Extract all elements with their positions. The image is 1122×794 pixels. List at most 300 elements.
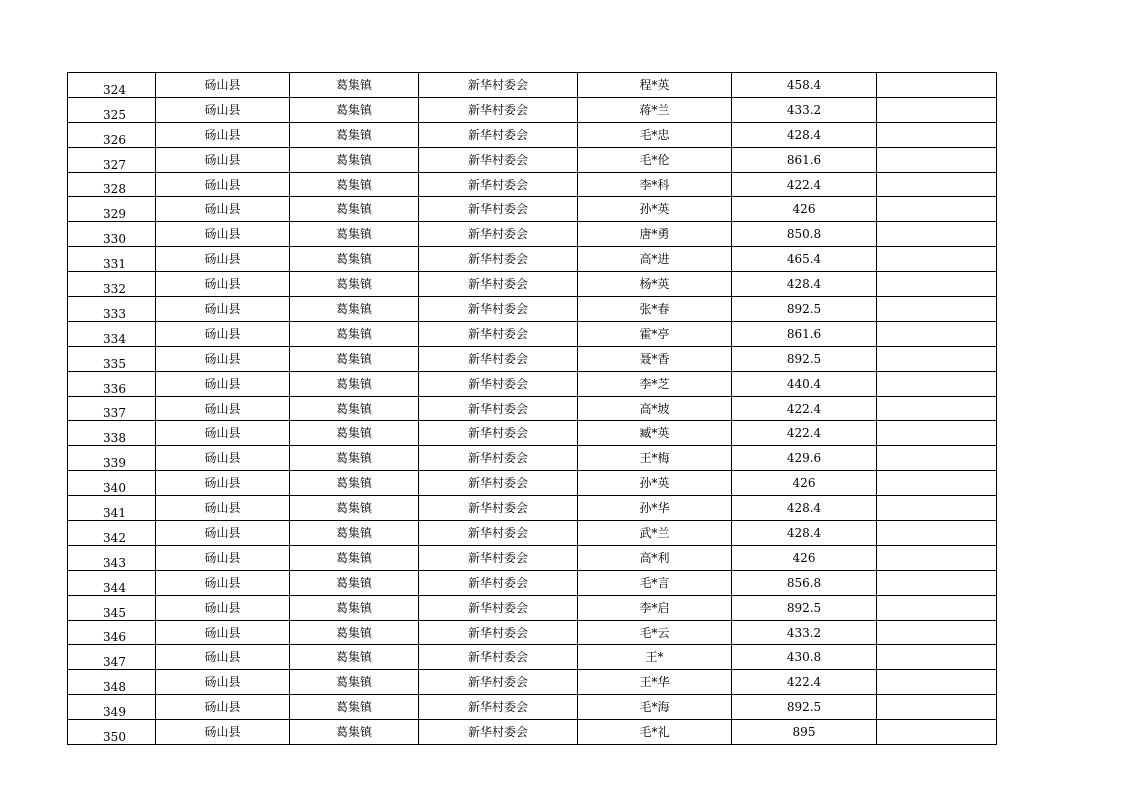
cell-name-text: 孙*英: [639, 476, 670, 491]
cell-town: [290, 222, 419, 247]
cell-county: [156, 147, 290, 172]
cell-amount-text: 428.4: [786, 277, 822, 292]
cell-note: [877, 297, 997, 322]
cell-town-text: 葛集镇: [335, 102, 372, 117]
cell-town-text: 葛集镇: [335, 650, 372, 665]
cell-town: [290, 321, 419, 346]
cell-county-text: 砀山县: [204, 301, 241, 316]
cell-town: [290, 595, 419, 620]
cell-village-text: 新华村委会: [467, 102, 528, 117]
cell-name-text: 毛*忠: [639, 127, 670, 142]
cell-name-text: 王*: [645, 650, 664, 665]
cell-name: [578, 97, 732, 122]
table-row: [68, 620, 997, 645]
cell-town: [290, 496, 419, 521]
cell-village-text: 新华村委会: [467, 625, 528, 640]
table-row: [68, 521, 997, 546]
cell-amount: [732, 595, 877, 620]
cell-county: [156, 73, 290, 98]
cell-county: [156, 222, 290, 247]
cell-name: [578, 297, 732, 322]
cell-county-text: 砀山县: [204, 625, 241, 640]
cell-name-text: 聂*香: [639, 351, 670, 366]
cell-name: [578, 496, 732, 521]
cell-village-text: 新华村委会: [467, 351, 528, 366]
cell-name: [578, 595, 732, 620]
cell-name-text: 武*兰: [639, 525, 670, 540]
cell-note: [877, 670, 997, 695]
cell-amount-text: 892.5: [786, 700, 822, 715]
cell-village: [419, 297, 578, 322]
cell-town: [290, 421, 419, 446]
cell-number-text: 347: [103, 655, 126, 670]
cell-name: [578, 247, 732, 272]
cell-village-text: 新华村委会: [467, 476, 528, 491]
cell-village: [419, 97, 578, 122]
cell-town-text: 葛集镇: [335, 351, 372, 366]
cell-county: [156, 645, 290, 670]
cell-note: [877, 645, 997, 670]
cell-county-text: 砀山县: [204, 451, 241, 466]
cell-name-text: 王*梅: [639, 451, 670, 466]
table-row: [68, 172, 997, 197]
cell-number-text: 334: [103, 331, 126, 346]
cell-county: [156, 471, 290, 496]
cell-note: [877, 570, 997, 595]
table-row: [68, 272, 997, 297]
cell-county-text: 砀山县: [204, 700, 241, 715]
cell-number: [68, 297, 156, 322]
cell-town-text: 葛集镇: [335, 600, 372, 615]
cell-town: [290, 396, 419, 421]
cell-village-text: 新华村委会: [467, 451, 528, 466]
cell-town-text: 葛集镇: [335, 227, 372, 242]
cell-county: [156, 670, 290, 695]
cell-town-text: 葛集镇: [335, 625, 372, 640]
cell-village-text: 新华村委会: [467, 127, 528, 142]
cell-amount: [732, 272, 877, 297]
cell-name-text: 高*坡: [639, 401, 670, 416]
cell-number: [68, 147, 156, 172]
cell-name-text: 程*英: [639, 77, 670, 92]
cell-county: [156, 321, 290, 346]
table-body: [68, 73, 997, 745]
table-row: [68, 122, 997, 147]
cell-town: [290, 172, 419, 197]
cell-amount-text: 422.4: [786, 675, 822, 690]
cell-note: [877, 396, 997, 421]
cell-amount: [732, 545, 877, 570]
cell-county-text: 砀山县: [204, 550, 241, 565]
cell-village: [419, 371, 578, 396]
cell-town-text: 葛集镇: [335, 252, 372, 267]
cell-village-text: 新华村委会: [467, 77, 528, 92]
cell-village-text: 新华村委会: [467, 501, 528, 516]
table-row: [68, 346, 997, 371]
cell-name: [578, 222, 732, 247]
cell-name-text: 李*科: [639, 177, 670, 192]
cell-county-text: 砀山县: [204, 177, 241, 192]
cell-county: [156, 172, 290, 197]
cell-name-text: 孙*华: [639, 501, 670, 516]
cell-village: [419, 321, 578, 346]
cell-village: [419, 172, 578, 197]
cell-name-text: 李*启: [639, 600, 670, 615]
cell-number-text: 330: [103, 232, 126, 247]
cell-village-text: 新华村委会: [467, 202, 528, 217]
cell-name: [578, 521, 732, 546]
cell-village-text: 新华村委会: [467, 301, 528, 316]
cell-county-text: 砀山县: [204, 376, 241, 391]
cell-town-text: 葛集镇: [335, 202, 372, 217]
cell-name: [578, 695, 732, 720]
cell-name-text: 张*春: [639, 301, 670, 316]
cell-amount: [732, 297, 877, 322]
cell-number: [68, 521, 156, 546]
cell-amount-text: 465.4: [786, 252, 822, 267]
table-row: [68, 695, 997, 720]
cell-town-text: 葛集镇: [335, 476, 372, 491]
cell-name-text: 霍*亭: [639, 326, 670, 341]
cell-name: [578, 720, 732, 745]
cell-note: [877, 346, 997, 371]
cell-number: [68, 421, 156, 446]
cell-number-text: 328: [103, 182, 126, 197]
cell-village: [419, 73, 578, 98]
cell-number: [68, 222, 156, 247]
cell-town: [290, 197, 419, 222]
table-row: [68, 720, 997, 745]
cell-town-text: 葛集镇: [335, 177, 372, 192]
cell-name: [578, 272, 732, 297]
cell-number-text: 350: [103, 730, 126, 745]
cell-amount-text: 856.8: [786, 575, 822, 590]
cell-village-text: 新华村委会: [467, 426, 528, 441]
cell-amount-text: 426: [792, 550, 816, 565]
cell-village: [419, 421, 578, 446]
cell-note: [877, 73, 997, 98]
cell-amount: [732, 371, 877, 396]
cell-town: [290, 446, 419, 471]
table-row: [68, 197, 997, 222]
cell-county: [156, 396, 290, 421]
cell-amount-text: 892.5: [786, 301, 822, 316]
cell-number: [68, 73, 156, 98]
cell-amount-text: 422.4: [786, 401, 822, 416]
cell-amount: [732, 670, 877, 695]
cell-note: [877, 595, 997, 620]
cell-amount: [732, 521, 877, 546]
cell-number-text: 329: [103, 207, 126, 222]
cell-number-text: 337: [103, 406, 126, 421]
cell-amount-text: 429.6: [786, 451, 822, 466]
cell-amount-text: 440.4: [786, 376, 822, 391]
cell-village: [419, 695, 578, 720]
cell-county: [156, 545, 290, 570]
cell-county: [156, 272, 290, 297]
cell-number: [68, 247, 156, 272]
cell-note: [877, 545, 997, 570]
cell-town-text: 葛集镇: [335, 376, 372, 391]
cell-town-text: 葛集镇: [335, 326, 372, 341]
cell-number: [68, 496, 156, 521]
cell-name-text: 毛*伦: [639, 152, 670, 167]
cell-county: [156, 421, 290, 446]
cell-town: [290, 247, 419, 272]
cell-county: [156, 521, 290, 546]
cell-note: [877, 172, 997, 197]
table-row: [68, 73, 997, 98]
cell-note: [877, 272, 997, 297]
cell-county-text: 砀山县: [204, 277, 241, 292]
cell-town: [290, 371, 419, 396]
cell-number-text: 348: [103, 680, 126, 695]
table-row: [68, 496, 997, 521]
cell-county-text: 砀山县: [204, 102, 241, 117]
cell-note: [877, 371, 997, 396]
table-row: [68, 645, 997, 670]
cell-number-text: 346: [103, 630, 126, 645]
cell-name-text: 唐*勇: [639, 227, 670, 242]
cell-name-text: 李*芝: [639, 376, 670, 391]
cell-county: [156, 197, 290, 222]
cell-number: [68, 695, 156, 720]
cell-county-text: 砀山县: [204, 650, 241, 665]
cell-number: [68, 645, 156, 670]
cell-town-text: 葛集镇: [335, 127, 372, 142]
cell-name: [578, 396, 732, 421]
cell-name-text: 高*利: [639, 550, 670, 565]
cell-name-text: 毛*言: [639, 575, 670, 590]
cell-amount: [732, 570, 877, 595]
cell-number-text: 339: [103, 456, 126, 471]
cell-village-text: 新华村委会: [467, 277, 528, 292]
cell-number: [68, 545, 156, 570]
cell-note: [877, 695, 997, 720]
cell-name: [578, 421, 732, 446]
cell-county-text: 砀山县: [204, 600, 241, 615]
cell-county-text: 砀山县: [204, 77, 241, 92]
cell-town: [290, 147, 419, 172]
cell-name: [578, 446, 732, 471]
cell-amount-text: 892.5: [786, 351, 822, 366]
cell-village-text: 新华村委会: [467, 725, 528, 740]
cell-county: [156, 346, 290, 371]
cell-village-text: 新华村委会: [467, 700, 528, 715]
cell-number: [68, 471, 156, 496]
cell-amount: [732, 471, 877, 496]
cell-number-text: 327: [103, 157, 126, 172]
cell-town: [290, 346, 419, 371]
table-row: [68, 371, 997, 396]
cell-village: [419, 521, 578, 546]
table-row: [68, 321, 997, 346]
cell-village-text: 新华村委会: [467, 177, 528, 192]
cell-county-text: 砀山县: [204, 675, 241, 690]
cell-number-text: 335: [103, 356, 126, 371]
cell-county: [156, 695, 290, 720]
cell-town-text: 葛集镇: [335, 301, 372, 316]
cell-county-text: 砀山县: [204, 326, 241, 341]
cell-village: [419, 645, 578, 670]
cell-amount: [732, 122, 877, 147]
table-row: [68, 147, 997, 172]
cell-county-text: 砀山县: [204, 227, 241, 242]
cell-number-text: 341: [103, 506, 126, 521]
cell-name: [578, 371, 732, 396]
cell-county: [156, 620, 290, 645]
cell-number: [68, 595, 156, 620]
cell-town-text: 葛集镇: [335, 725, 372, 740]
cell-village-text: 新华村委会: [467, 600, 528, 615]
cell-note: [877, 97, 997, 122]
table-row: [68, 396, 997, 421]
cell-amount: [732, 720, 877, 745]
cell-note: [877, 720, 997, 745]
cell-county: [156, 247, 290, 272]
cell-note: [877, 321, 997, 346]
cell-name: [578, 197, 732, 222]
cell-county-text: 砀山县: [204, 501, 241, 516]
table-row: [68, 222, 997, 247]
cell-town: [290, 521, 419, 546]
table-row: [68, 247, 997, 272]
cell-county-text: 砀山县: [204, 152, 241, 167]
cell-note: [877, 496, 997, 521]
cell-amount-text: 433.2: [786, 625, 822, 640]
cell-village-text: 新华村委会: [467, 575, 528, 590]
table-row: [68, 297, 997, 322]
cell-number-text: 342: [103, 530, 126, 545]
cell-amount: [732, 172, 877, 197]
cell-number-text: 336: [103, 381, 126, 396]
cell-amount: [732, 645, 877, 670]
cell-county-text: 砀山县: [204, 351, 241, 366]
cell-amount: [732, 147, 877, 172]
cell-village-text: 新华村委会: [467, 376, 528, 391]
cell-town: [290, 97, 419, 122]
cell-town: [290, 297, 419, 322]
cell-town: [290, 570, 419, 595]
cell-amount-text: 430.8: [786, 650, 822, 665]
cell-number: [68, 346, 156, 371]
cell-village-text: 新华村委会: [467, 252, 528, 267]
cell-county-text: 砀山县: [204, 476, 241, 491]
cell-number: [68, 97, 156, 122]
cell-number: [68, 371, 156, 396]
cell-village-text: 新华村委会: [467, 326, 528, 341]
cell-village-text: 新华村委会: [467, 550, 528, 565]
cell-village: [419, 122, 578, 147]
cell-amount: [732, 695, 877, 720]
cell-county-text: 砀山县: [204, 252, 241, 267]
cell-village: [419, 272, 578, 297]
cell-amount-text: 433.2: [786, 102, 822, 117]
cell-note: [877, 197, 997, 222]
table-row: [68, 421, 997, 446]
cell-amount: [732, 73, 877, 98]
cell-number-text: 324: [103, 82, 126, 97]
cell-amount: [732, 620, 877, 645]
cell-note: [877, 247, 997, 272]
cell-number-text: 343: [103, 555, 126, 570]
cell-county-text: 砀山县: [204, 127, 241, 142]
cell-town: [290, 122, 419, 147]
cell-name-text: 毛*礼: [639, 725, 670, 740]
cell-amount-text: 895: [792, 725, 816, 740]
cell-amount-text: 428.4: [786, 501, 822, 516]
cell-amount-text: 428.4: [786, 127, 822, 142]
cell-village: [419, 471, 578, 496]
table-row: [68, 471, 997, 496]
cell-name: [578, 321, 732, 346]
cell-number: [68, 321, 156, 346]
cell-village: [419, 247, 578, 272]
cell-county-text: 砀山县: [204, 202, 241, 217]
cell-village-text: 新华村委会: [467, 650, 528, 665]
cell-name: [578, 172, 732, 197]
cell-name-text: 臧*英: [639, 426, 670, 441]
cell-town-text: 葛集镇: [335, 550, 372, 565]
cell-county-text: 砀山县: [204, 525, 241, 540]
table-row: [68, 595, 997, 620]
cell-note: [877, 222, 997, 247]
cell-note: [877, 122, 997, 147]
cell-number-text: 349: [103, 705, 126, 720]
cell-note: [877, 446, 997, 471]
cell-amount-text: 892.5: [786, 600, 822, 615]
cell-name-text: 孙*英: [639, 202, 670, 217]
cell-village: [419, 620, 578, 645]
cell-county: [156, 122, 290, 147]
cell-name: [578, 670, 732, 695]
cell-village: [419, 570, 578, 595]
cell-town: [290, 720, 419, 745]
cell-town: [290, 73, 419, 98]
cell-amount: [732, 97, 877, 122]
cell-village-text: 新华村委会: [467, 227, 528, 242]
cell-town: [290, 620, 419, 645]
cell-village: [419, 197, 578, 222]
cell-county-text: 砀山县: [204, 725, 241, 740]
cell-amount-text: 426: [792, 476, 816, 491]
cell-number-text: 333: [103, 306, 126, 321]
cell-town-text: 葛集镇: [335, 77, 372, 92]
cell-village-text: 新华村委会: [467, 525, 528, 540]
cell-number-text: 325: [103, 107, 126, 122]
cell-village-text: 新华村委会: [467, 401, 528, 416]
cell-amount: [732, 197, 877, 222]
cell-county-text: 砀山县: [204, 401, 241, 416]
cell-town-text: 葛集镇: [335, 501, 372, 516]
cell-name-text: 蒋*兰: [639, 102, 670, 117]
cell-number: [68, 396, 156, 421]
cell-name-text: 毛*海: [639, 700, 670, 715]
cell-town: [290, 670, 419, 695]
roster-table: [67, 72, 997, 745]
cell-name-text: 毛*云: [639, 625, 670, 640]
cell-town: [290, 545, 419, 570]
cell-town-text: 葛集镇: [335, 700, 372, 715]
table-row: [68, 97, 997, 122]
cell-name: [578, 620, 732, 645]
cell-number: [68, 172, 156, 197]
cell-village: [419, 346, 578, 371]
cell-village-text: 新华村委会: [467, 675, 528, 690]
cell-town-text: 葛集镇: [335, 277, 372, 292]
cell-village: [419, 446, 578, 471]
cell-note: [877, 147, 997, 172]
